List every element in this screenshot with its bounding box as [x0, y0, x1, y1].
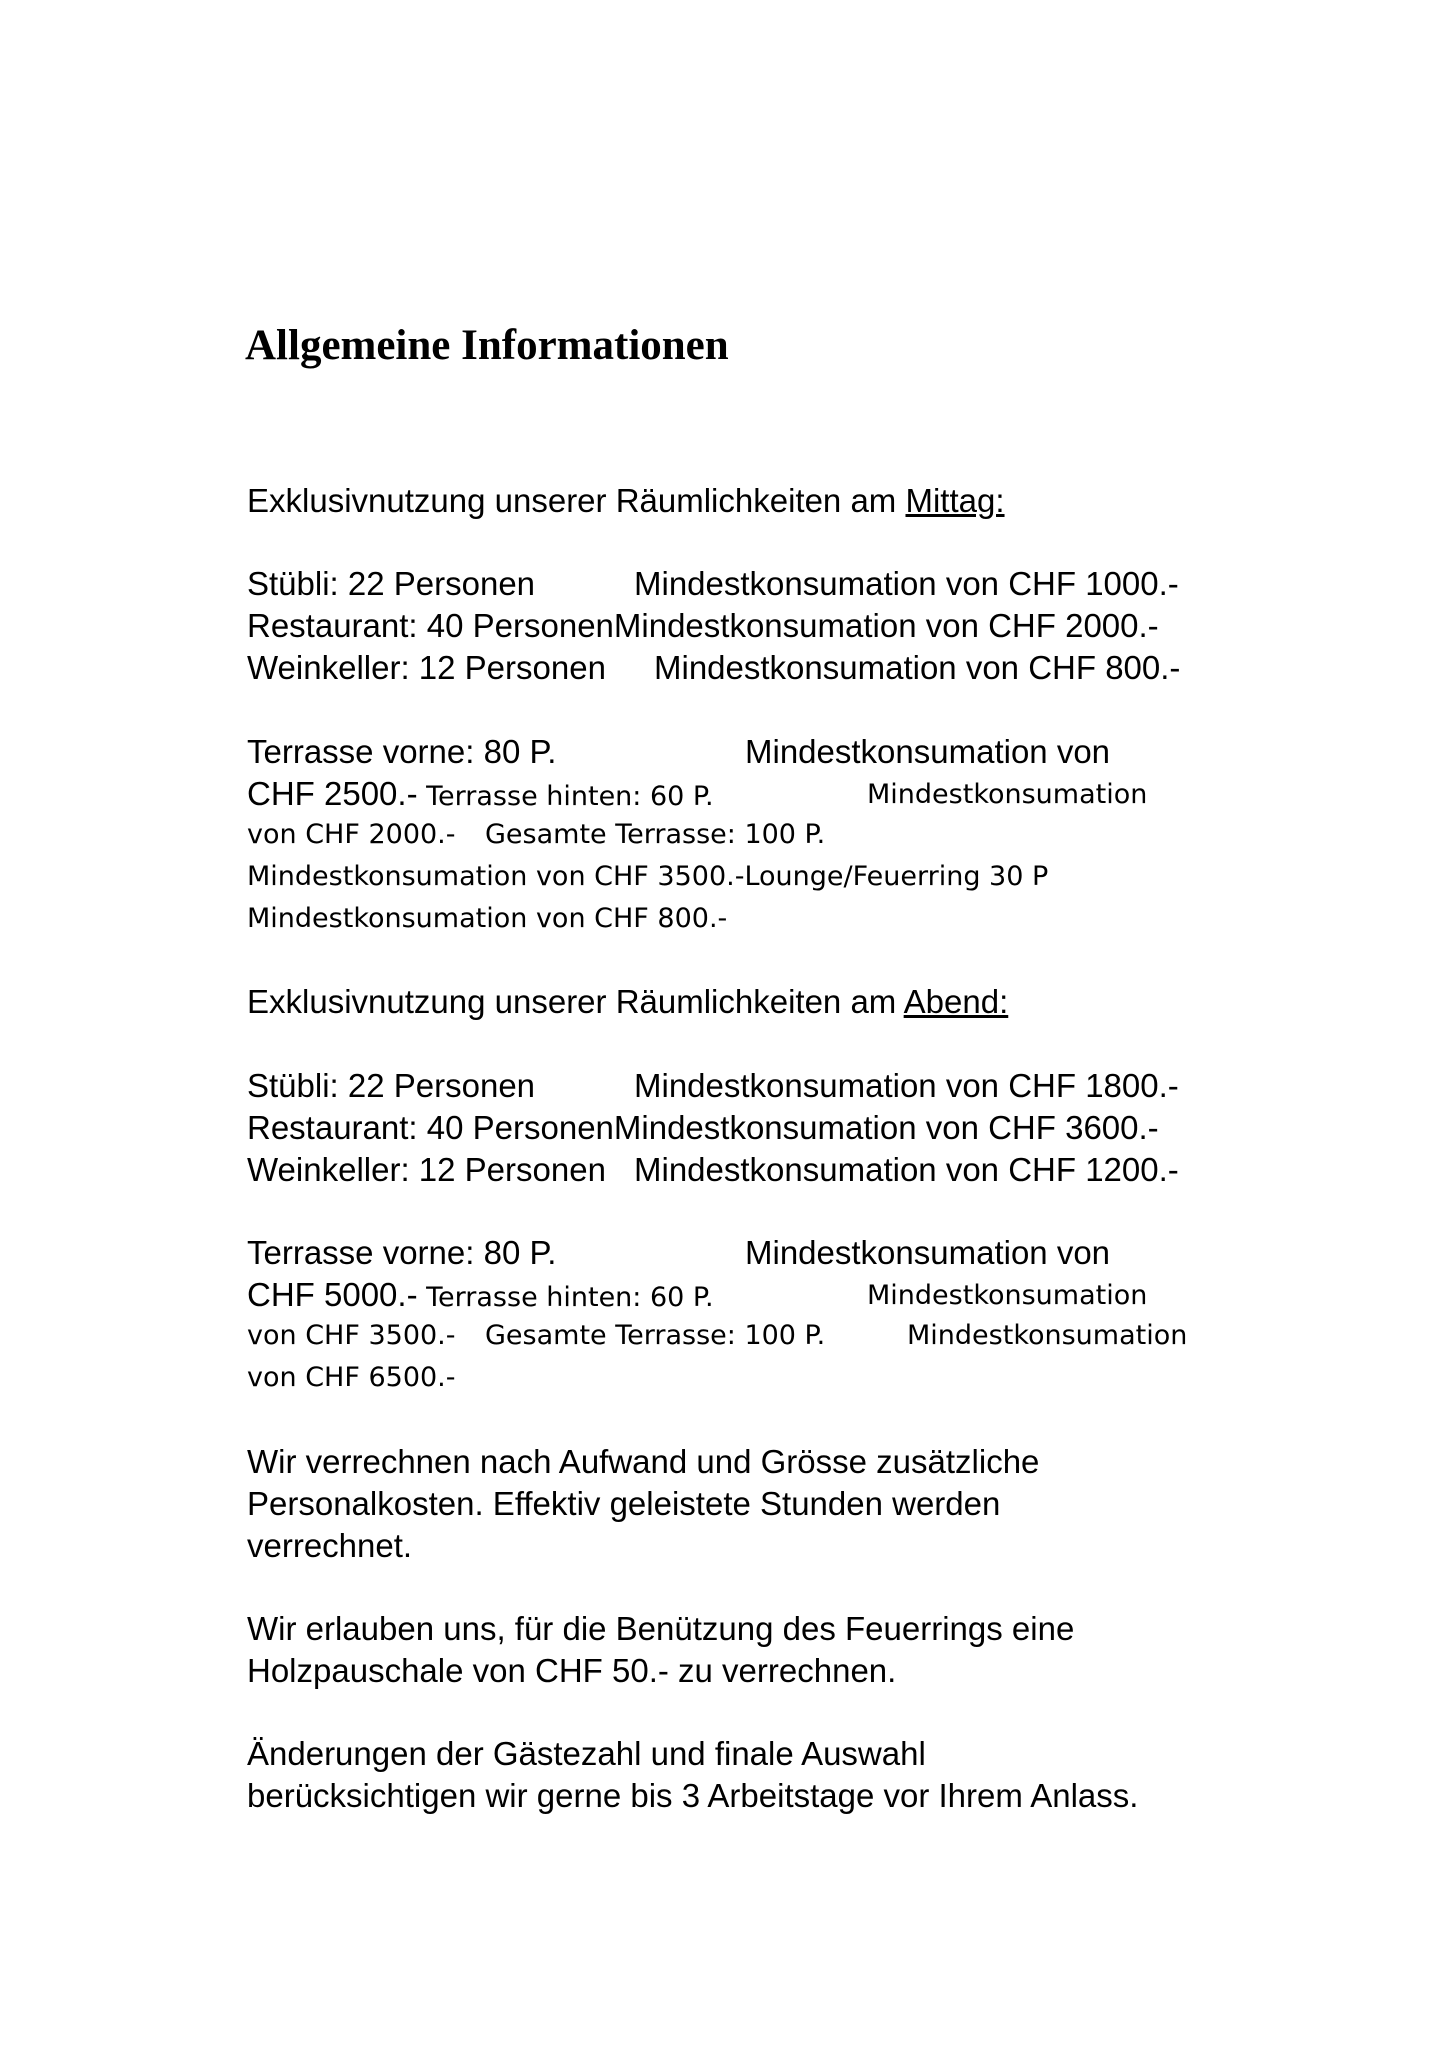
room-price: Mindestkonsumation von CHF 3600.-: [613, 1109, 1159, 1146]
mittag-room-row: [247, 564, 1179, 604]
abend-heading-text: Exklusivnutzung unserer Räumlichkeiten am: [247, 983, 904, 1020]
room-name: Stübli: 22 Personen: [247, 1067, 536, 1104]
mittag-room-row: [247, 648, 1181, 688]
terrace-hinten: Terrasse hinten: 60 P.: [417, 781, 714, 812]
terrace-hinten: Terrasse hinten: 60 P.: [417, 1282, 714, 1313]
terrace-gesamt: Gesamte Terrasse: 100 P.: [485, 819, 826, 850]
room-name: Restaurant: 40 Personen: [247, 1109, 614, 1146]
note-feuerring-line: Holzpauschale von CHF 50.- zu verrechnen.: [247, 1652, 897, 1689]
room-price: Mindestkonsumation von CHF 2000.-: [613, 607, 1159, 644]
terrace-hinten-price: Mindestkonsumation: [867, 779, 1148, 810]
terrace-gesamt: Gesamte Terrasse: 100 P.: [485, 1320, 826, 1351]
mittag-terrace-line: [247, 774, 1148, 814]
note-personal-line: Wir verrechnen nach Aufwand und Grösse zusätzliche: [247, 1443, 1040, 1480]
room-price: Mindestkonsumation von CHF 1000.-: [634, 565, 1179, 602]
note-feuerring-line: Wir erlauben uns, für die Benützung des Feuerrings eine: [247, 1610, 1075, 1647]
mittag-terrace-line: [247, 818, 826, 852]
abend-terrace-line: von CHF 6500.-: [247, 1362, 456, 1393]
abend-heading: [247, 982, 1008, 1022]
note-personal-line: Personalkosten. Effektiv geleistete Stunden werden: [247, 1485, 1001, 1522]
mittag-heading-text: Exklusivnutzung unserer Räumlichkeiten am: [247, 482, 906, 519]
note-aenderungen-line: Änderungen der Gästezahl und finale Auswahl: [247, 1735, 926, 1772]
mittag-heading: [247, 481, 1005, 521]
terrace-vorne-amount: CHF 5000.-: [247, 1276, 418, 1313]
mittag-terrace-line: [247, 732, 1111, 772]
room-price: Mindestkonsumation von CHF 1800.-: [634, 1067, 1179, 1104]
terrace-vorne: Terrasse vorne: 80 P.: [247, 733, 557, 770]
terrace-gesamt-price: Mindestkonsumation: [907, 1320, 1188, 1351]
room-price: Mindestkonsumation von CHF 800.-: [654, 649, 1181, 686]
terrace-vorne: Terrasse vorne: 80 P.: [247, 1234, 557, 1271]
mittag-terrace-line: Mindestkonsumation von CHF 800.-: [247, 903, 728, 934]
mittag-heading-link: Mittag:: [905, 482, 1005, 519]
terrace-hinten-amount: von CHF 2000.-: [247, 819, 456, 850]
room-price: Mindestkonsumation von CHF 1200.-: [634, 1151, 1179, 1188]
page-title: Allgemeine Informationen: [245, 322, 729, 369]
note-aenderungen-line: berücksichtigen wir gerne bis 3 Arbeitstage vor Ihrem Anlass.: [247, 1777, 1139, 1814]
abend-room-row: [247, 1108, 1159, 1148]
room-name: Stübli: 22 Personen: [247, 565, 536, 602]
note-personal-line: verrechnet.: [247, 1527, 413, 1564]
abend-terrace-line: [247, 1233, 1111, 1273]
terrace-hinten-price: Mindestkonsumation: [867, 1280, 1148, 1311]
mittag-room-row: [247, 606, 1159, 646]
terrace-vorne-price: Mindestkonsumation von: [745, 733, 1111, 770]
abend-heading-link: Abend:: [903, 983, 1009, 1020]
terrace-vorne-amount: CHF 2500.-: [247, 775, 418, 812]
abend-terrace-line: [247, 1275, 1148, 1315]
terrace-vorne-price: Mindestkonsumation von: [745, 1234, 1111, 1271]
mittag-terrace-line: Mindestkonsumation von CHF 3500.-Lounge/Feuerring 30 P: [247, 861, 1049, 892]
room-name: Weinkeller: 12 Personen: [247, 1151, 606, 1188]
abend-room-row: [247, 1066, 1179, 1106]
abend-terrace-line: [247, 1319, 1188, 1353]
room-name: Restaurant: 40 Personen: [247, 607, 614, 644]
terrace-hinten-amount: von CHF 3500.-: [247, 1320, 456, 1351]
room-name: Weinkeller: 12 Personen: [247, 649, 606, 686]
abend-room-row: [247, 1150, 1179, 1190]
